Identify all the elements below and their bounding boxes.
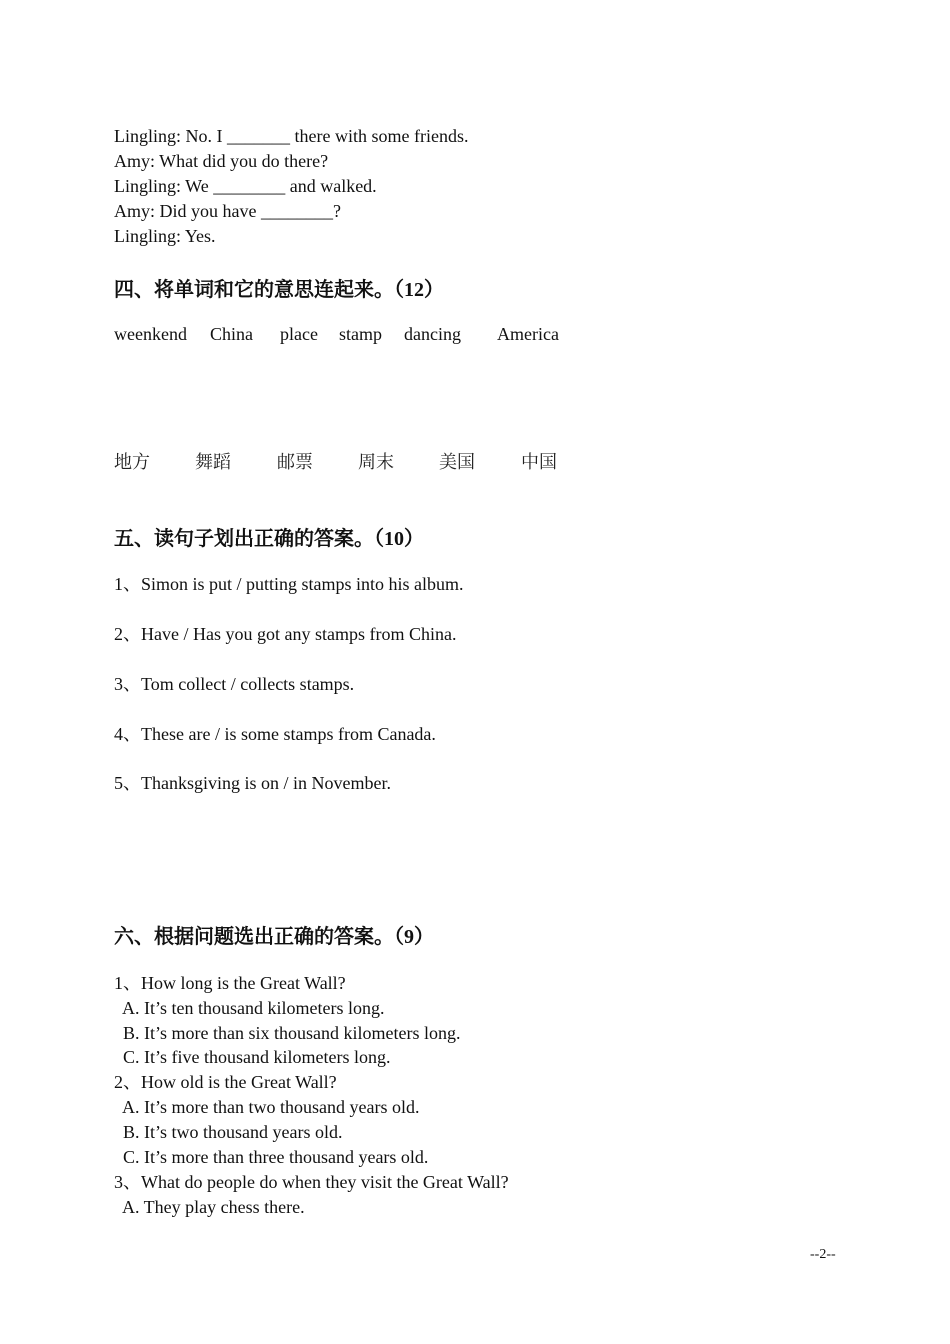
section-4-close: ） <box>424 277 444 301</box>
sentence-item: 5、Thanksgiving is on / in November. <box>114 773 391 793</box>
question-1-option-c: C. It’s five thousand kilometers long. <box>123 1047 391 1067</box>
section-4-heading <box>114 273 444 302</box>
match-word: China <box>210 324 253 344</box>
section-4-title: 四、将单词和它的意思连起来。（ <box>114 277 404 301</box>
page-number: --2-- <box>810 1247 836 1262</box>
section-5-close: ） <box>404 526 424 550</box>
match-meaning: 周末 <box>358 452 394 473</box>
section-6-close: ） <box>414 924 434 948</box>
sentence-item: 1、Simon is put / putting stamps into his album. <box>114 574 464 594</box>
match-word: dancing <box>404 324 461 344</box>
match-meaning: 舞蹈 <box>195 452 231 473</box>
section-6-heading <box>114 920 434 949</box>
question-3-option-a: A. They play chess there. <box>122 1197 305 1217</box>
question-3: 3、What do people do when they visit the Great Wall? <box>114 1172 509 1192</box>
dialogue-line: Lingling: We ________ and walked. <box>114 176 377 196</box>
dialogue-line: Amy: What did you do there? <box>114 151 329 171</box>
sentence-item: 4、These are / is some stamps from Canada. <box>114 724 436 744</box>
match-word: weenkend <box>114 324 187 344</box>
match-meaning: 中国 <box>521 452 557 473</box>
question-1-option-b: B. It’s more than six thousand kilometers long. <box>123 1023 461 1043</box>
dialogue-line: Lingling: Yes. <box>114 226 216 246</box>
match-meaning: 地方 <box>114 452 150 473</box>
section-6-score: 9 <box>404 926 414 948</box>
dialogue-line: Amy: Did you have ________? <box>114 201 341 221</box>
question-1-option-a: A. It’s ten thousand kilometers long. <box>122 998 385 1018</box>
sentence-item: 3、Tom collect / collects stamps. <box>114 674 355 694</box>
question-2-option-c: C. It’s more than three thousand years old. <box>123 1147 429 1167</box>
match-word: stamp <box>339 324 382 344</box>
section-5-score: 10 <box>384 528 404 550</box>
question-2-option-a: A. It’s more than two thousand years old. <box>122 1097 420 1117</box>
section-4-score: 12 <box>404 279 424 301</box>
section-6-title: 六、根据问题选出正确的答案。（ <box>114 924 404 948</box>
question-1: 1、How long is the Great Wall? <box>114 973 346 993</box>
section-5-heading <box>114 522 424 551</box>
dialogue-line: Lingling: No. I _______ there with some friends. <box>114 126 469 146</box>
match-meaning: 邮票 <box>277 452 313 473</box>
match-word: place <box>280 324 318 344</box>
match-word: America <box>497 324 559 344</box>
question-2-option-b: B. It’s two thousand years old. <box>123 1122 343 1142</box>
sentence-item: 2、Have / Has you got any stamps from China. <box>114 624 457 644</box>
question-2: 2、How old is the Great Wall? <box>114 1072 337 1092</box>
section-5-title: 五、读句子划出正确的答案。（ <box>114 526 384 550</box>
match-meaning: 美国 <box>439 452 475 473</box>
